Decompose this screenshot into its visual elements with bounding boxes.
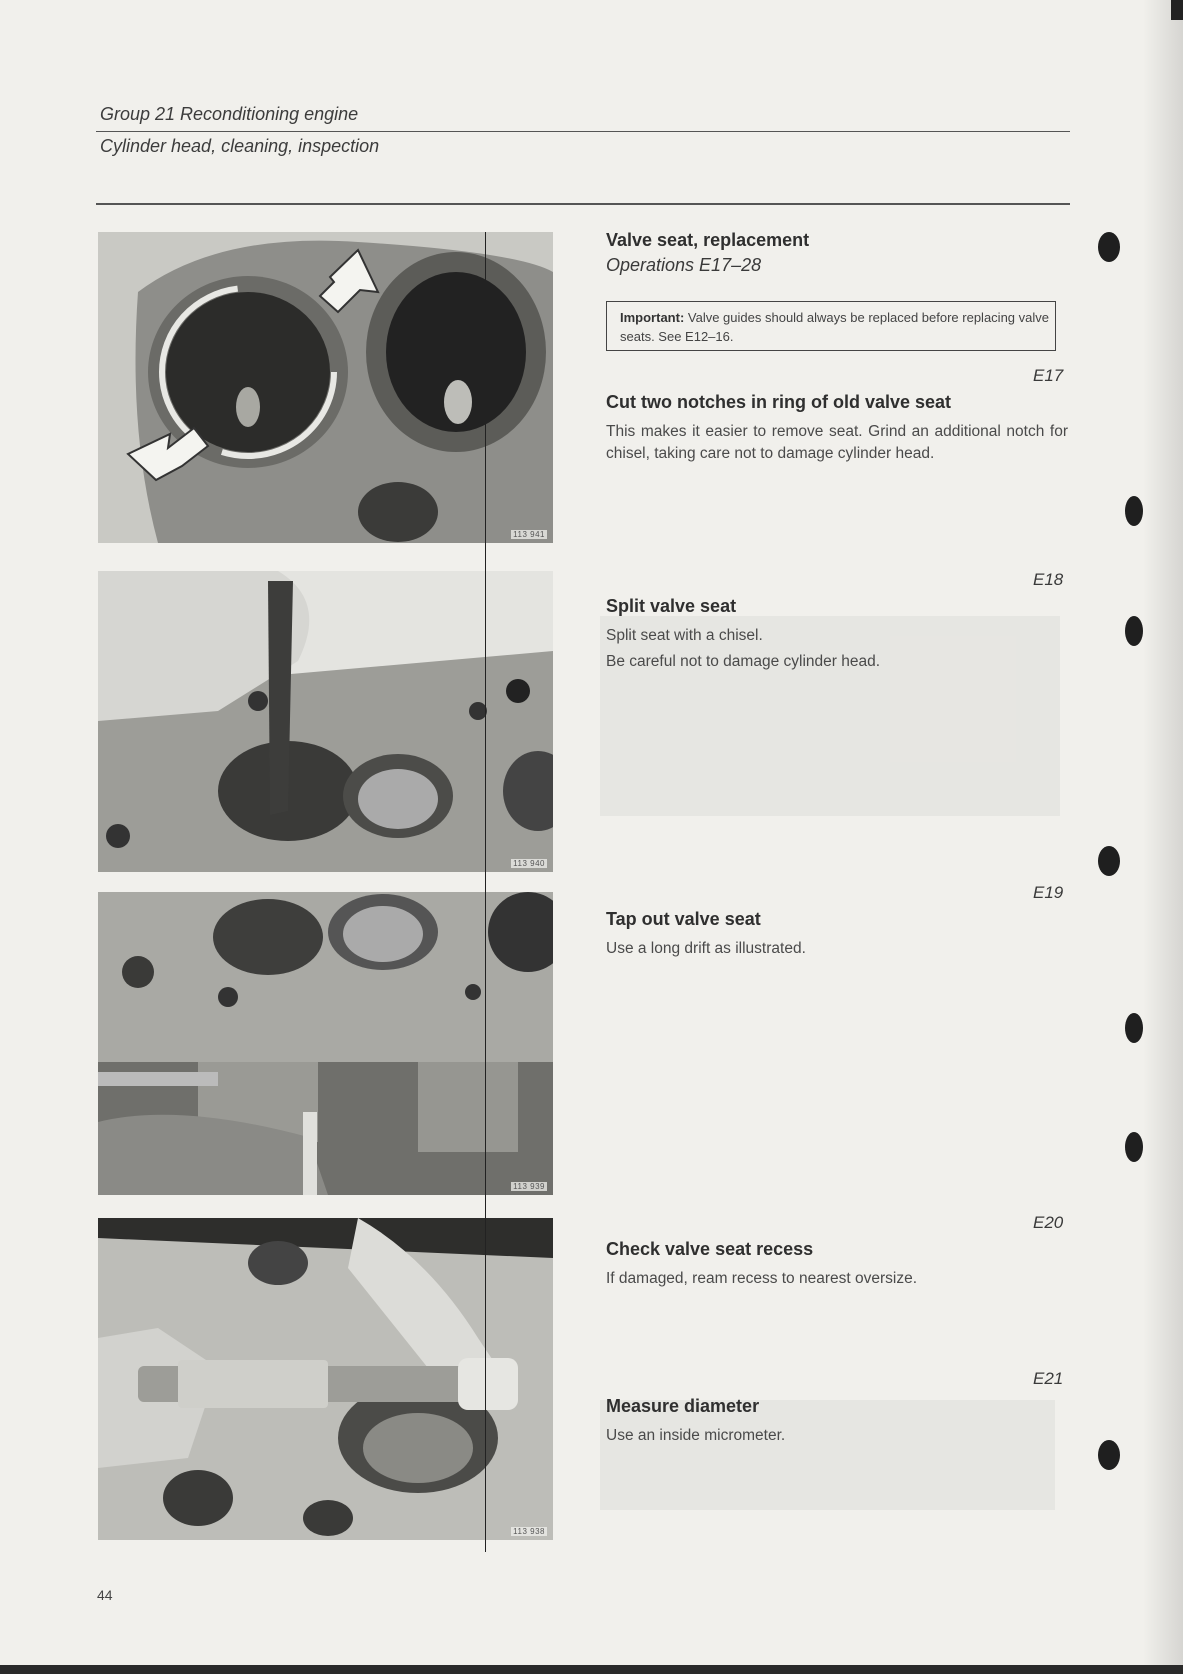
operation-text: If damaged, ream recess to nearest oversize. <box>606 1270 918 1287</box>
scan-bottom-edge <box>0 1665 1183 1674</box>
section-title: Valve seat, replacement <box>606 230 810 250</box>
page-number: 44 <box>97 1587 113 1603</box>
header-group-title: Group 21 Reconditioning engine <box>100 104 359 124</box>
operation-number: E20 <box>1033 1213 1064 1232</box>
section-subtitle: Operations E17–28 <box>606 255 762 275</box>
figure-number: 113 940 <box>513 859 545 868</box>
operation-e20 <box>606 1239 1068 1290</box>
binder-hole <box>1125 496 1143 526</box>
scan-line <box>485 232 486 1552</box>
section-rule <box>96 203 1070 205</box>
operation-title: Check valve seat recess <box>606 1239 814 1259</box>
important-note <box>606 301 1056 351</box>
operation-number: E21 <box>1033 1369 1064 1388</box>
operation-title: Cut two notches in ring of old valve seat <box>606 392 952 412</box>
binder-hole <box>1125 1013 1143 1043</box>
page-corner <box>1171 0 1183 20</box>
operation-number: E19 <box>1033 883 1064 902</box>
operation-e18 <box>606 596 1068 673</box>
binder-hole <box>1125 616 1143 646</box>
operation-text: Use an inside micrometer. <box>606 1427 786 1444</box>
operation-title: Measure diameter <box>606 1396 760 1416</box>
operation-e17 <box>606 392 1068 465</box>
figure-number: 113 941 <box>513 530 545 539</box>
binder-hole <box>1125 1132 1143 1162</box>
operation-number: E17 <box>1033 366 1064 385</box>
operation-title: Split valve seat <box>606 596 737 616</box>
operation-e21 <box>606 1396 1068 1447</box>
header-subtitle: Cylinder head, cleaning, inspection <box>100 136 380 156</box>
page-edge-shadow <box>1143 0 1183 1674</box>
figure-number: 113 939 <box>513 1182 545 1191</box>
operation-text: Be careful not to damage cylinder head. <box>606 653 881 670</box>
binder-hole <box>1098 846 1120 876</box>
section-heading <box>606 230 1068 276</box>
important-label: Important: <box>620 310 685 325</box>
binder-hole <box>1098 1440 1120 1470</box>
operation-text: Use a long drift as illustrated. <box>606 940 806 957</box>
header-rule <box>96 131 1070 132</box>
operation-e19 <box>606 909 1068 960</box>
binder-hole <box>1098 232 1120 262</box>
important-text: Valve guides should always be replaced before replacing valve seats. See E12–16. <box>620 310 1049 344</box>
operation-text: This makes it easier to remove seat. Grind an additional notch for chisel, taking care not to damage cylinder head. <box>606 423 1068 462</box>
operation-text: Split seat with a chisel. <box>606 627 763 644</box>
operation-title: Tap out valve seat <box>606 909 761 929</box>
figure-number: 113 938 <box>513 1527 545 1536</box>
operation-number: E18 <box>1033 570 1064 589</box>
